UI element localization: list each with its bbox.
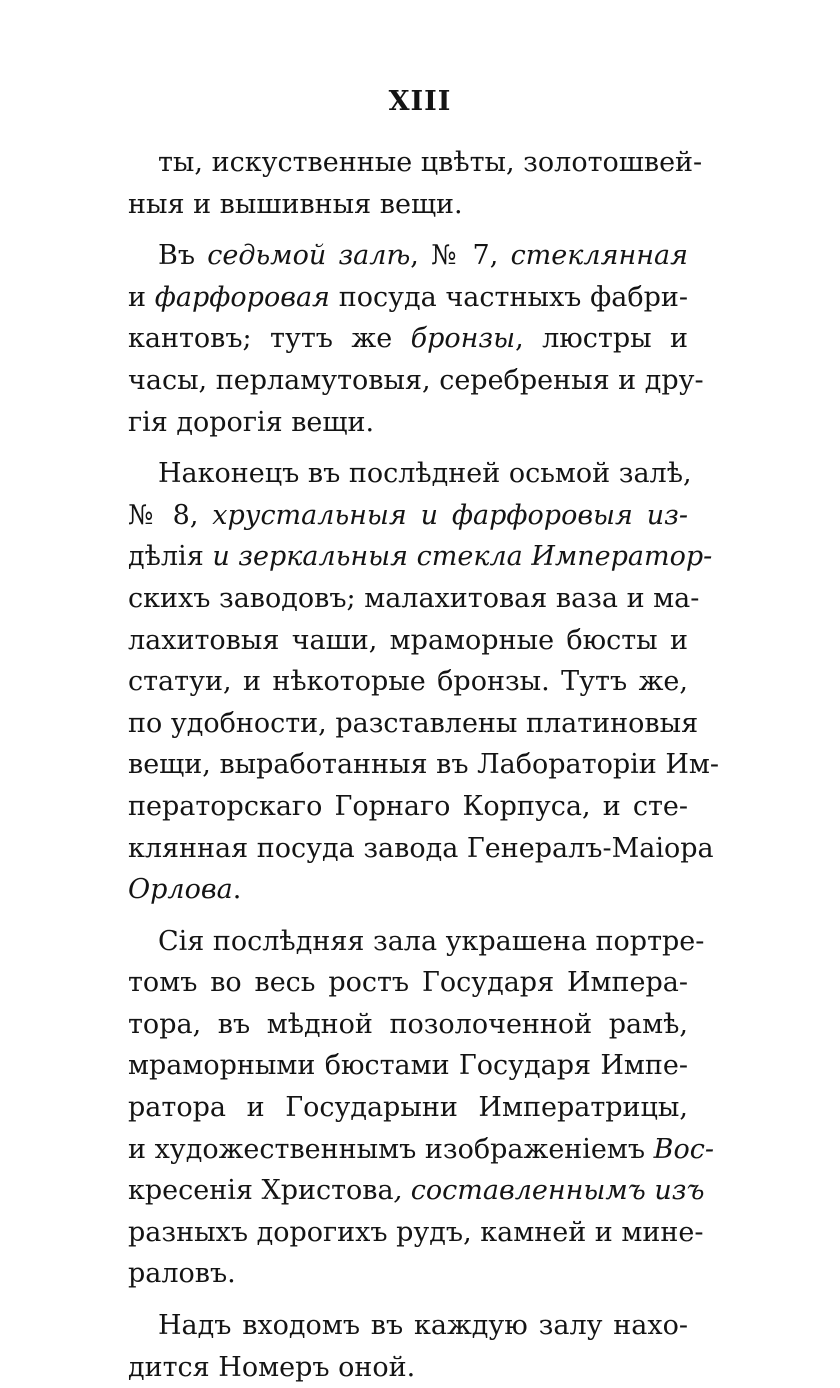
text-line [128,402,688,444]
text-line [128,1087,688,1129]
text-line [128,1347,688,1388]
line-text: , люстры и [515,323,689,355]
paragraph [128,1305,688,1388]
line-text: дѣлія [128,541,204,573]
line-text: вещи, выработанныя въ Лабораторіи Им- [128,749,719,781]
text-line [128,495,688,537]
text-line [128,235,688,277]
text-line [128,661,688,703]
italic-text: стеклянная [510,240,689,272]
italic-text: и зеркальныя стекла Император- [203,541,713,573]
line-text: часы, перламутовыя, серебреныя и дру- [128,364,704,396]
line-text: ныя и вышивныя вещи. [128,188,463,220]
line-text: разныхъ дорогихъ рудъ, камней и мине- [128,1216,704,1248]
line-text: Сія послѣдняя зала украшена портре- [158,925,705,957]
line-text: . [232,874,242,906]
text-line [128,869,688,911]
text-line [128,1212,704,1254]
paragraph-gap [128,1295,688,1305]
line-text: Надъ входомъ въ каждую залу нахо- [158,1310,688,1342]
text-line [128,962,688,1004]
line-text: , № 7, [410,240,511,272]
line-text: дится Номеръ оной. [128,1351,416,1383]
line-text: кантовъ; тутъ же [128,323,411,355]
text-line [128,1004,688,1046]
italic-text: Орлова [128,874,233,906]
text-line [128,828,714,870]
text-line [128,184,688,226]
text-line [128,786,688,828]
line-text: гія дорогія вещи. [128,406,375,438]
text-line [128,921,705,963]
text-line [128,1045,688,1087]
text-line [128,142,703,184]
line-text: томъ во весь ростъ Государя Импера- [128,967,688,999]
italic-text: бронзы [410,323,516,355]
text-line [128,1253,688,1295]
line-text: Наконецъ въ послѣдней осьмой залѣ, [158,458,692,490]
line-text: № 8, [128,499,213,531]
line-text: кресенія Христова [128,1175,394,1207]
line-text: мраморными бюстами Государя Импе- [128,1050,688,1082]
text-line [128,318,688,360]
page-number: XIII [388,86,452,117]
paragraph [128,235,704,443]
italic-text: хрустальныя и фарфоровыя из- [212,499,688,531]
line-text: Въ [158,240,208,272]
italic-text: седьмой залѣ [207,240,411,272]
italic-text: Вос- [653,1133,715,1165]
text-line [128,620,688,662]
body-text [128,142,719,1388]
line-text: тора, въ мѣдной позолоченной рамѣ, [128,1008,688,1040]
text-line [128,703,699,745]
text-line [128,1170,705,1212]
line-text: скихъ заводовъ; малахитовая ваза и ма- [128,582,700,614]
line-text: ператорскаго Горнаго Корпуса, и сте- [128,790,688,822]
paragraph [128,142,703,225]
line-text: и [128,281,155,313]
paragraph [128,453,719,911]
line-text: ратора и Государыни Императрицы, [128,1092,688,1124]
line-text: по удобности, разставлены платиновыя [128,707,699,739]
line-text: раловъ. [128,1258,236,1290]
text-line [128,1305,688,1347]
line-text: ты, искуственные цвѣты, золотошвей- [158,147,703,178]
text-line [128,578,700,620]
italic-text: фарфоровая [154,281,330,313]
paragraph-gap [128,443,688,453]
line-text: и художественнымъ изображеніемъ [128,1133,654,1165]
text-line [128,536,713,578]
text-line [128,277,688,319]
text-line [128,744,719,786]
paragraph-gap [128,225,688,235]
paragraph-gap [128,911,688,921]
line-text: посуда частныхъ фабри- [329,281,689,313]
italic-text: , составленнымъ изъ [393,1175,705,1207]
text-line [128,1129,715,1171]
line-text: лахитовыя чаши, мраморные бюсты и [128,624,688,656]
paragraph [128,921,715,1295]
text-line [128,360,704,402]
text-line [128,453,692,495]
line-text: статуи, и нѣкоторые бронзы. Тутъ же, [128,666,688,698]
line-text: клянная посуда завода Генералъ-Маіора [128,832,714,864]
